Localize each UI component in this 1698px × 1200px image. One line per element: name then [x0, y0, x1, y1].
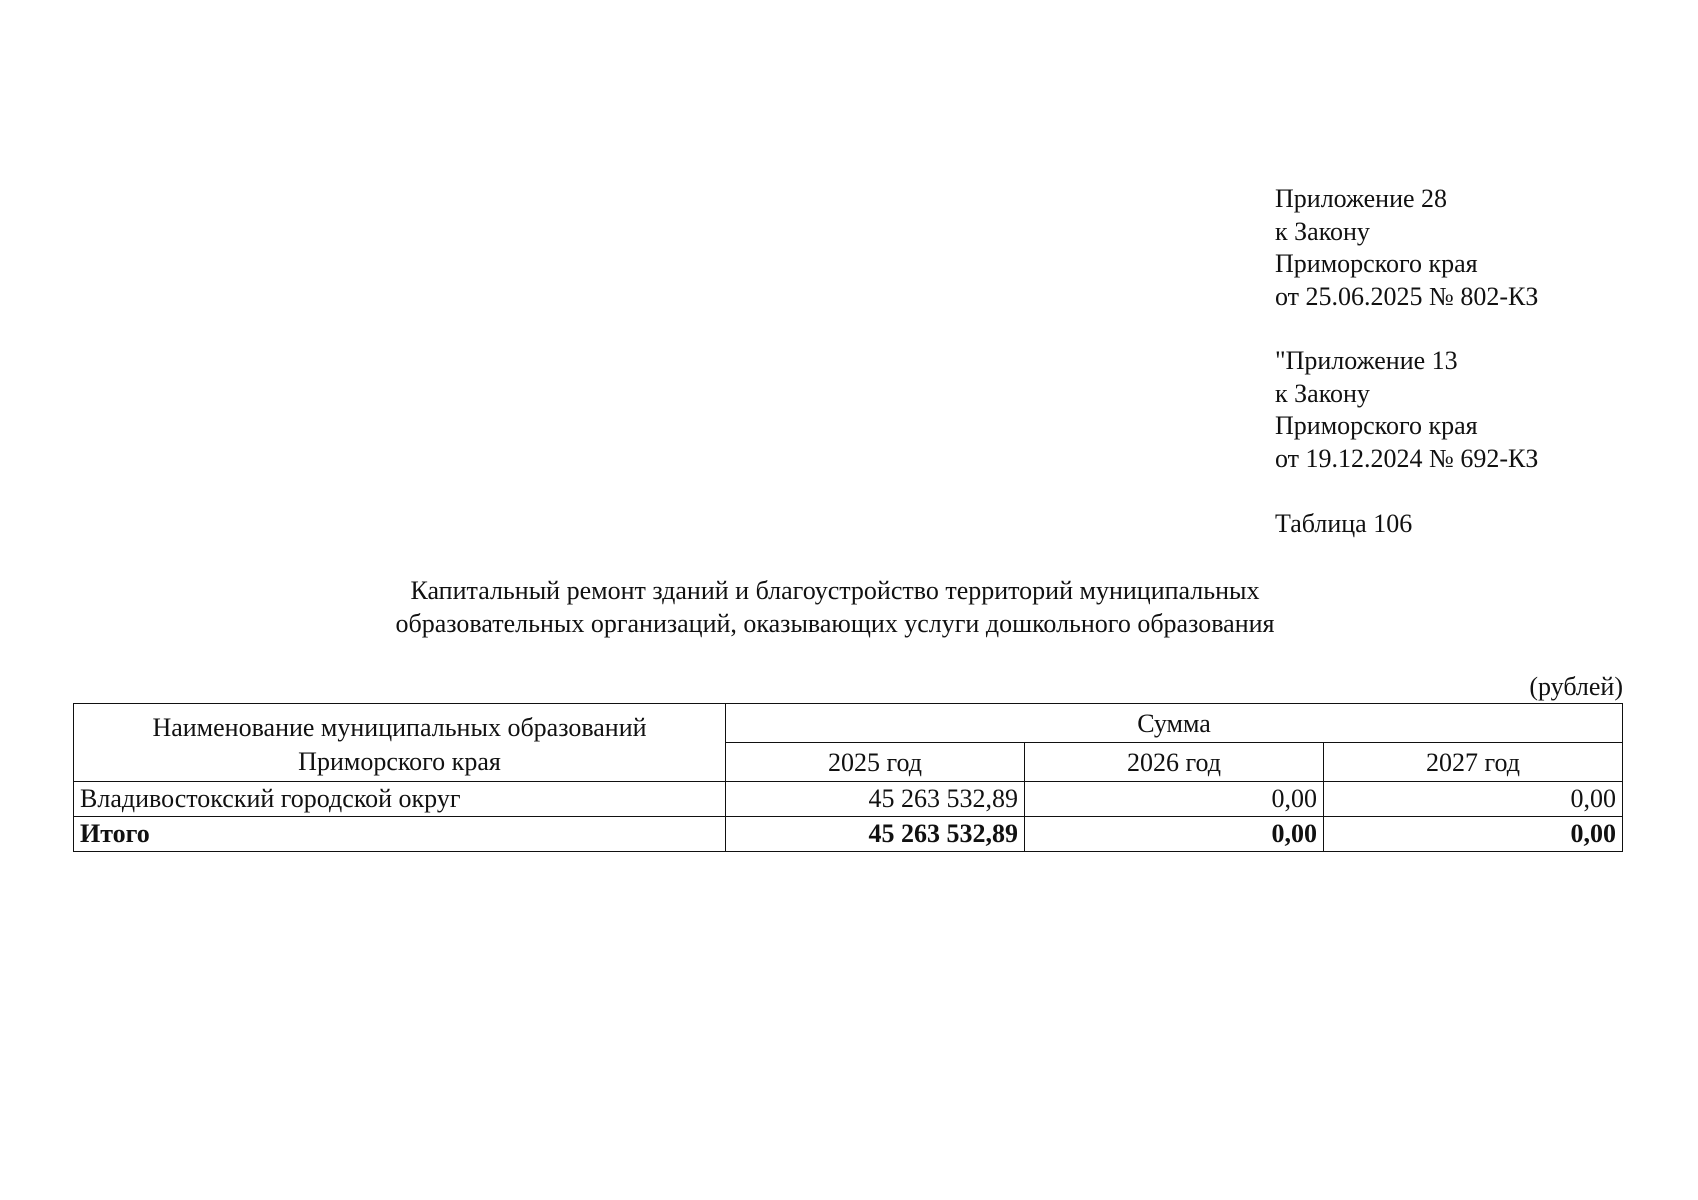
appendix-law-ref: к Закону	[1275, 216, 1370, 246]
original-law-date: от 19.12.2024 № 692-КЗ	[1275, 443, 1539, 473]
table-row	[74, 782, 1623, 817]
total-value-2026: 0,00	[1025, 817, 1324, 852]
header-municipality	[74, 704, 726, 782]
row-municipality-name: Владивостокский городской округ	[74, 782, 726, 817]
title-line-2: образовательных организаций, оказывающих услуги дошкольного образования	[395, 609, 1275, 638]
header-year-2027: 2027 год	[1324, 743, 1623, 782]
header-municipality-line-1: Наименование муниципальных образований	[152, 712, 647, 742]
appendix-number: Приложение 28	[1275, 184, 1448, 213]
appendix-region: Приморского края	[1275, 249, 1478, 278]
unit-label: (рублей)	[1529, 672, 1623, 701]
header-row-1	[74, 704, 1623, 743]
total-value-2025: 45 263 532,89	[726, 817, 1025, 852]
table-number: Таблица 106	[1275, 509, 1413, 538]
row-value-2026: 0,00	[1025, 782, 1324, 817]
total-label: Итого	[74, 817, 726, 852]
original-law-ref: к Закону	[1275, 378, 1370, 408]
title-line-1: Капитальный ремонт зданий и благоустройство территорий муниципальных	[410, 576, 1260, 605]
original-appendix-number: "Приложение 13	[1275, 346, 1458, 375]
header-sum: Сумма	[726, 704, 1623, 743]
row-value-2025: 45 263 532,89	[726, 782, 1025, 817]
header-year-2025: 2025 год	[726, 743, 1025, 782]
document-title	[230, 574, 1440, 640]
total-row	[74, 817, 1623, 852]
header-year-2026: 2026 год	[1025, 743, 1324, 782]
appendix-law-date: от 25.06.2025 № 802-КЗ	[1275, 281, 1539, 311]
spacer	[1275, 313, 1538, 345]
row-value-2027: 0,00	[1324, 782, 1623, 817]
appendix-block	[1275, 183, 1538, 541]
total-value-2027: 0,00	[1324, 817, 1623, 852]
budget-table	[73, 703, 1623, 852]
header-municipality-line-2: Приморского края	[298, 746, 501, 776]
original-region: Приморского края	[1275, 411, 1478, 440]
